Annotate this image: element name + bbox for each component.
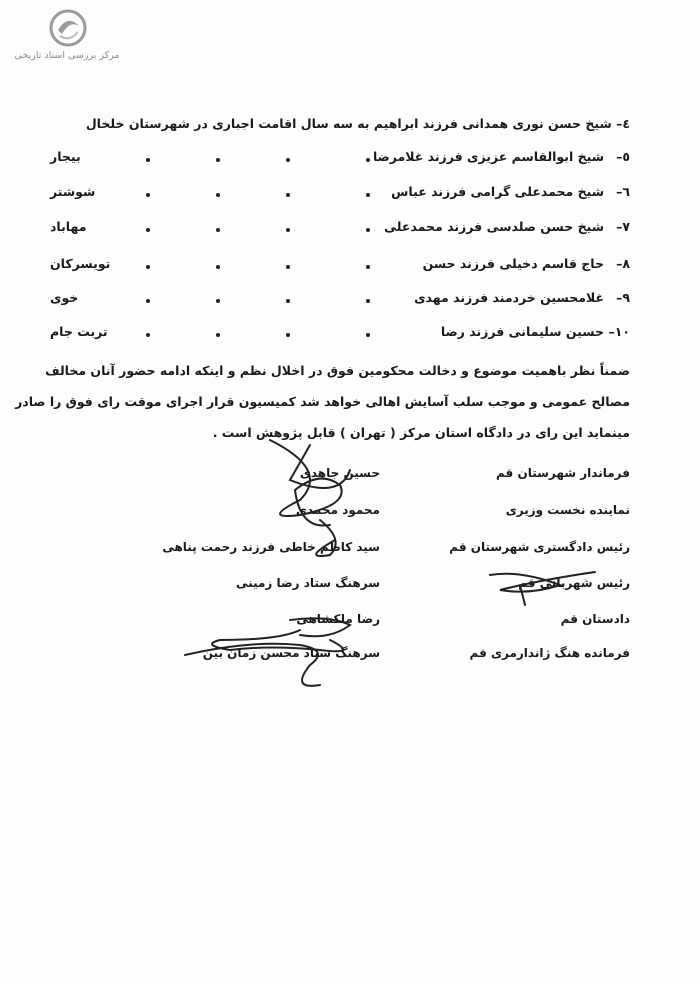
signature-row: [50, 576, 630, 600]
list-item: [50, 219, 630, 241]
item-number: ٥–: [616, 149, 630, 164]
list-item-4: ٤– شیخ حسن نوری همدانی فرزند ابراهیم به سه سال اقامت اجباری در شهرستان خلخال: [85, 116, 630, 131]
item-city: شوشتر: [50, 184, 96, 199]
paragraph-line: مینماید این رای در دادگاه استان مرکز ( تهران ) قابل پژوهش است .: [212, 425, 630, 440]
item-number: ٦–: [616, 184, 630, 199]
signature-row: [50, 612, 630, 636]
item-name: حاج قاسم دخیلی فرزند حسن: [422, 256, 604, 271]
signatory-name: سید کاظم خاطی فرزند رحمت پناهی: [162, 540, 380, 554]
watermark: [12, 8, 122, 66]
paragraph-line: ضمناً نظر باهمیت موضوع و دخالت محکومین فوق در اخلال نظم و اینکه ادامه حضور آنان مخالف: [45, 363, 630, 378]
list-item: [50, 149, 630, 171]
item-number: ٨–: [616, 256, 630, 271]
signatory-name: سرهنگ ستاد محسن زمان بین: [202, 646, 380, 660]
item-name: غلامحسین خردمند فرزند مهدی: [414, 290, 604, 305]
signatory-name: سرهنگ ستاد رضا زمینی: [236, 576, 380, 590]
list-item: [50, 256, 630, 278]
signatory-name: حسین جاهدی: [299, 466, 380, 480]
item-city: تویسرکان: [50, 256, 111, 271]
list-item: [50, 184, 630, 206]
item-name: شیخ ابوالقاسم عزیزی فرزند غلامرضا: [372, 149, 604, 164]
archive-center-logo-icon: [48, 8, 88, 48]
signatory-name: رضا ملکشاهی: [296, 612, 380, 626]
watermark-text: مرکز بررسی اسناد تاریخی: [14, 50, 120, 61]
list-item: [50, 324, 630, 346]
signature-row: [50, 466, 630, 490]
item-city: خوی: [50, 290, 79, 305]
item-number: ٩–: [616, 290, 630, 305]
signatory-title: فرماندار شهرستان قم: [496, 466, 630, 480]
item-name: شیخ حسن صلدسی فرزند محمدعلی: [384, 219, 604, 234]
signature-row: [50, 540, 630, 564]
signatory-title: فرمانده هنگ ژاندارمری قم: [469, 646, 630, 660]
item-city: تربت جام: [50, 324, 108, 339]
ruling-paragraph: [15, 355, 630, 448]
item-number: ٧–: [616, 219, 630, 234]
item-city: بیجار: [50, 149, 81, 164]
item-number: ١٠–: [608, 324, 630, 339]
signatory-title: نماینده نخست وزیری: [505, 503, 630, 517]
item-city: مهاباد: [50, 219, 87, 234]
item-name: شیخ محمدعلی گرامی فرزند عباس: [391, 184, 604, 199]
signatory-title: رئیس دادگستری شهرستان قم: [449, 540, 630, 554]
signatory-name: محمود محمدی: [295, 503, 380, 517]
signature-row: [50, 646, 630, 670]
paragraph-line: مصالح عمومی و موجب سلب آسایش اهالی خواهد شد کمیسیون قرار اجرای موقت رای فوق را صادر: [15, 394, 630, 409]
signatory-title: دادستان قم: [560, 612, 630, 626]
item-name: حسین سلیمانی فرزند رضا: [440, 324, 604, 339]
list-item: [50, 290, 630, 312]
signatory-title: رئیس شهربانی قم: [518, 576, 630, 590]
signature-row: [50, 503, 630, 527]
